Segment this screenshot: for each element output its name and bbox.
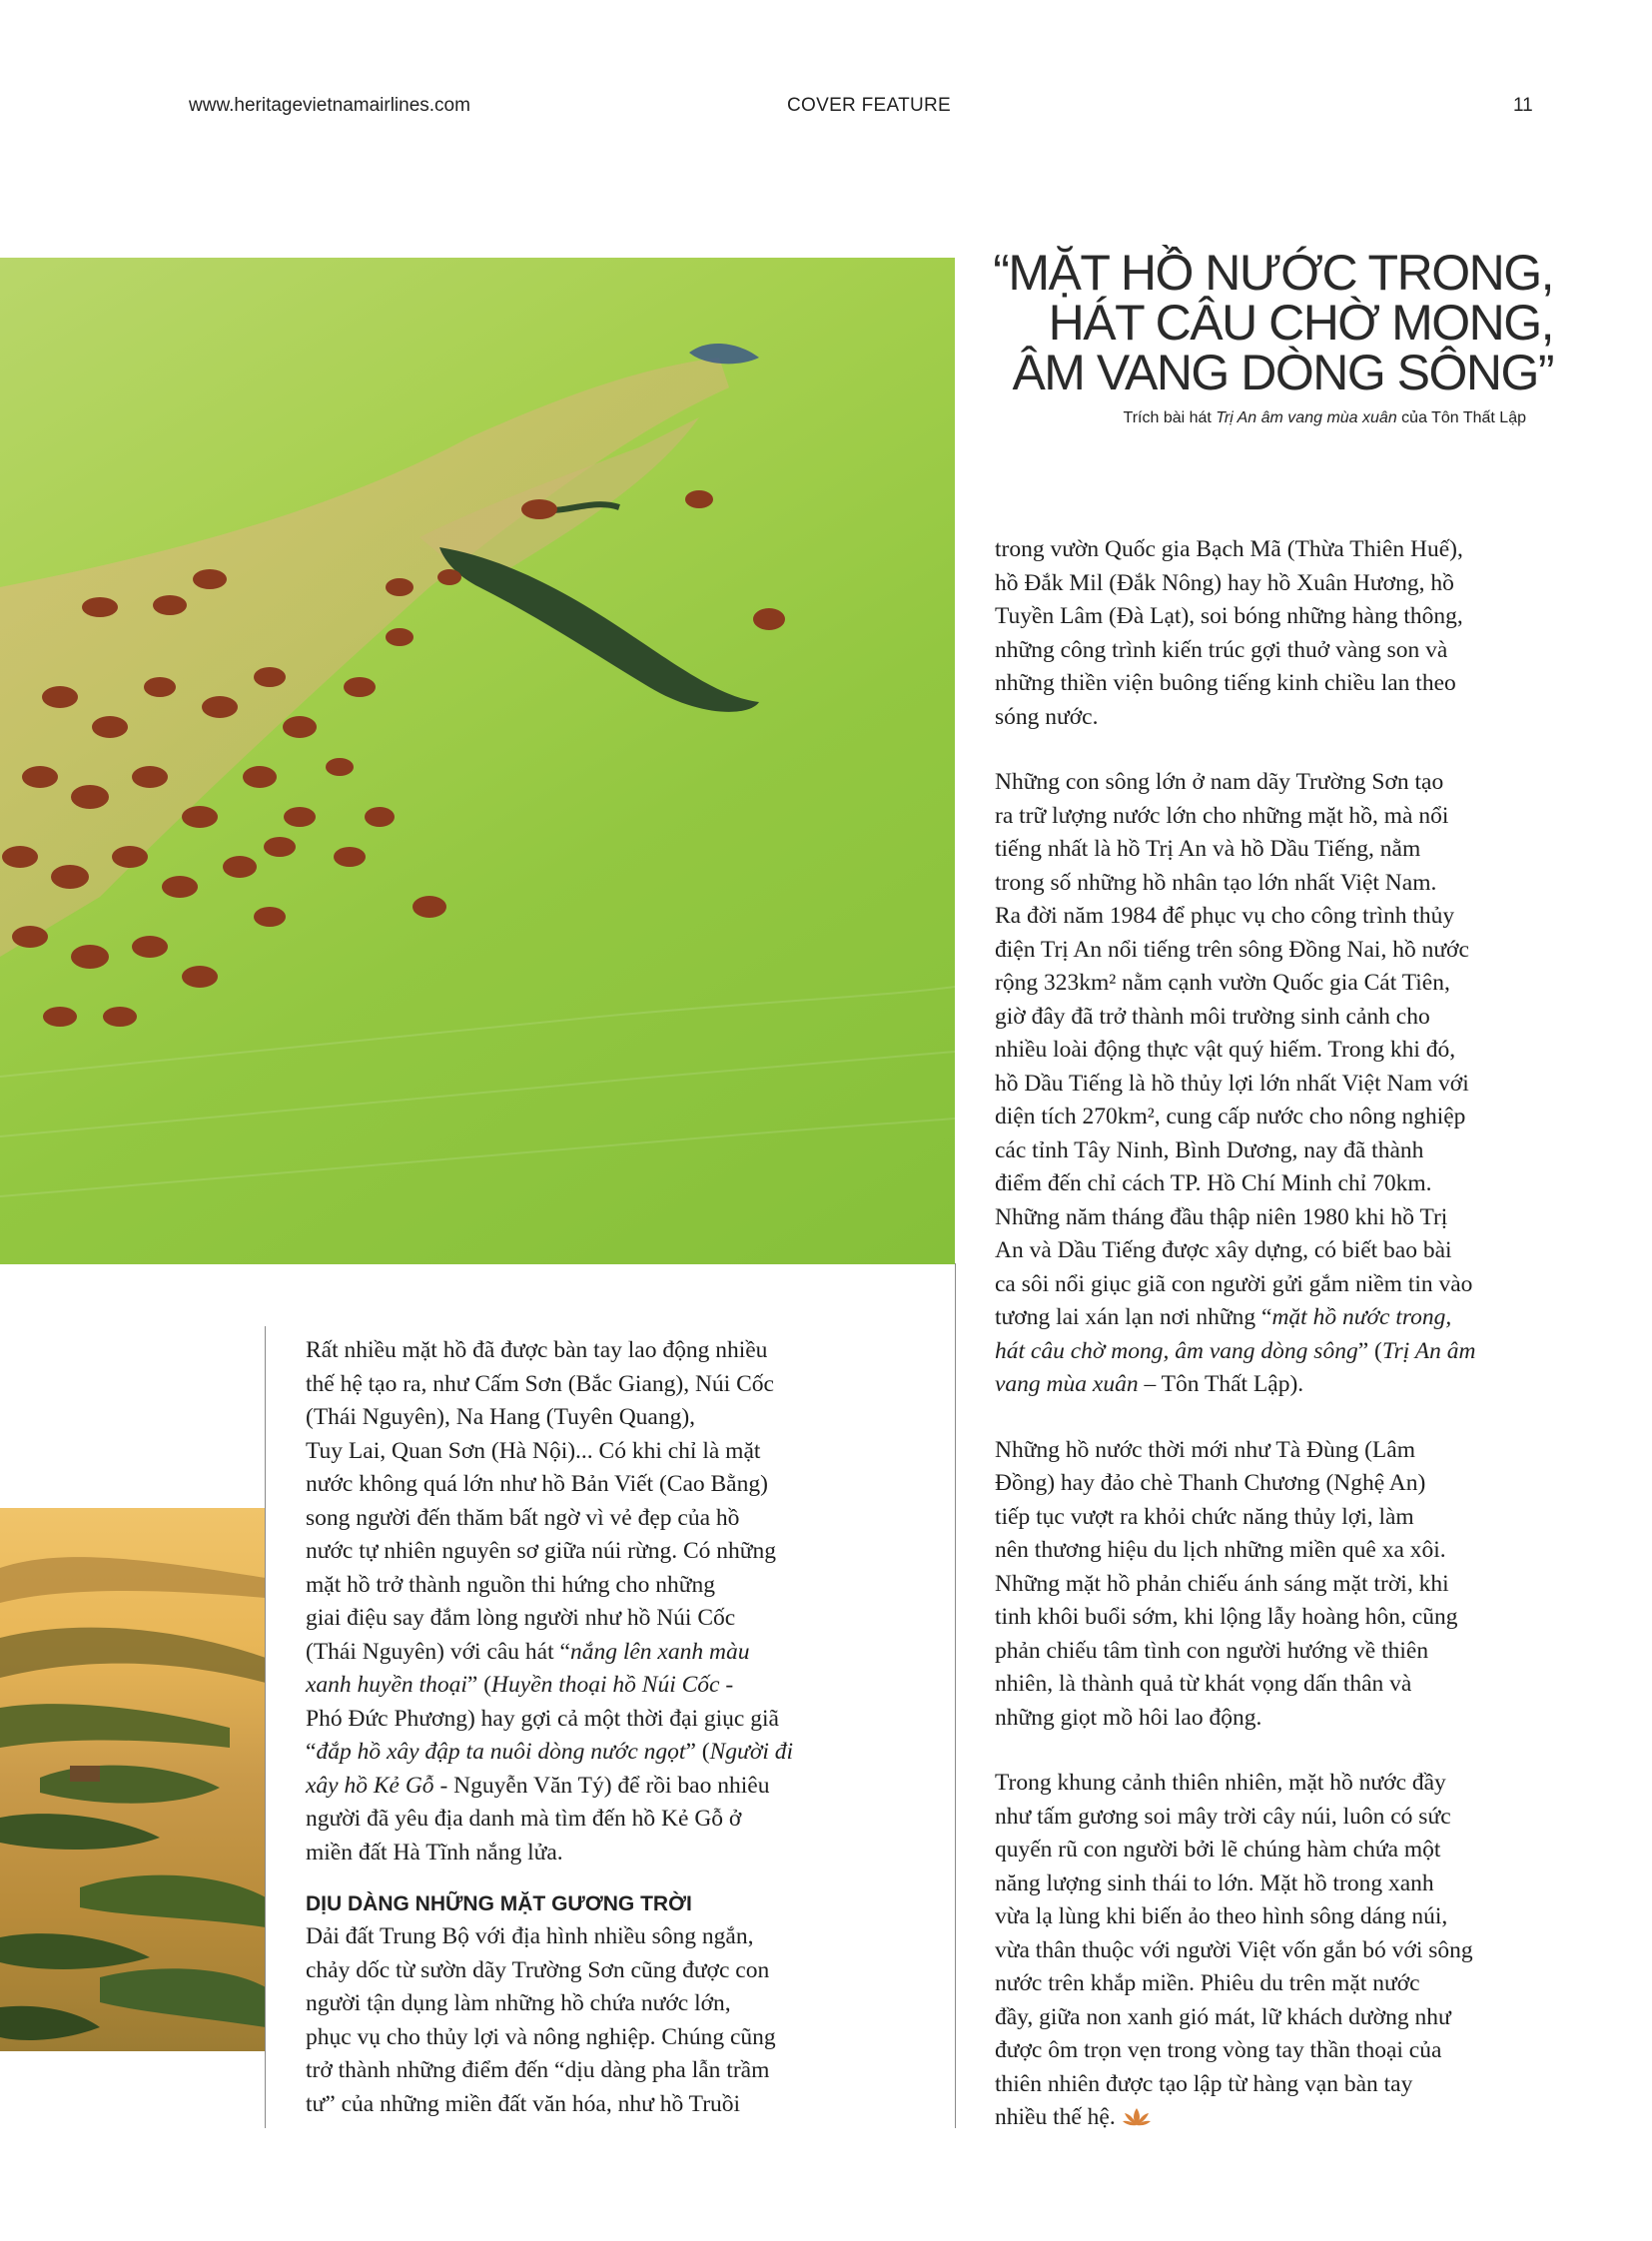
text-line [995,934,1475,968]
text-segment: miền đất Hà Tĩnh nắng lửa. [306,1839,563,1866]
italic-text: nắng lên xanh màu [569,1638,750,1665]
text-segment: điện Trị An nổi tiếng trên sông Đồng Nai, hồ nước [995,936,1469,963]
section-label: COVER FEATURE [787,95,952,116]
text-segment: trong vườn Quốc gia Bạch Mã (Thừa Thiên Huế), [995,536,1463,562]
text-line [995,701,1475,735]
left-text-column [306,1334,793,2121]
text-segment: - Nguyễn Văn Tý) để rồi bao nhiêu [433,1772,770,1799]
text-line [306,2021,793,2055]
text-segment: trở thành những điểm đến “dịu dàng pha lẫn trầm [306,2057,770,2083]
text-segment: Những hồ nước thời mới như Tà Đùng (Lâm [995,1436,1415,1463]
text-segment: tư” của những miền đất văn hóa, như hồ Truồi [306,2090,741,2117]
text-segment: người tận dụng làm những hồ chứa nước lớn, [306,1990,731,2016]
text-segment: ra trữ lượng nước lớn cho những mặt hồ, mà nổi [995,802,1449,829]
text-line [995,1834,1475,1868]
text-segment: phục vụ cho thủy lợi và nông nghiệp. Chúng cũng [306,2023,776,2050]
text-line [306,1435,793,1469]
text-line [306,1837,793,1870]
text-segment: Tuy Lai, Quan Sơn (Hà Nội)... Có khi chỉ là mặt [306,1437,761,1464]
pull-quote-caption [1124,409,1526,427]
italic-text: xây hồ Kẻ Gỗ [306,1772,434,1799]
text-line [306,2054,793,2088]
site-url: www.heritagevietnamairlines.com [189,95,470,116]
right-paragraph-2 [995,766,1475,1402]
italic-text: Huyền thoại hồ Núi Cốc [491,1672,720,1698]
text-segment: - [719,1672,734,1698]
text-line [995,1167,1475,1201]
text-segment: quyến rũ con người bởi lẽ chúng hàm chứa một [995,1837,1441,1863]
caption-suffix: của Tôn Thất Lập [1396,409,1526,426]
text-line [995,1134,1475,1168]
text-line [995,1767,1475,1801]
text-line [995,800,1475,834]
right-paragraph-1 [995,533,1475,734]
italic-text: mặt hồ nước trong, [1271,1304,1452,1330]
italic-text: đắp hồ xây đập ta nuôi dòng nước ngọt [316,1739,686,1765]
text-segment: năng lượng sinh thái to lớn. Mặt hồ trong xanh [995,1869,1434,1896]
text-line [995,2034,1475,2068]
text-line [995,1868,1475,1901]
caption-prefix: Trích bài hát [1123,409,1217,426]
text-segment: nhiên, là thành quả từ khát vọng dấn thân và [995,1671,1412,1697]
italic-text: vang mùa xuân [995,1371,1139,1397]
text-segment: Những con sông lớn ở nam dãy Trường Sơn tạo [995,769,1444,795]
text-segment: Dải đất Trung Bộ với địa hình nhiều sông ngắn, [306,1923,754,1949]
text-segment: giờ đây đã trở thành môi trường sinh cảnh cho [995,1003,1430,1030]
text-segment: nhiều loài động thực vật quý hiếm. Trong khi đó, [995,1037,1456,1063]
text-line [995,1702,1475,1736]
text-line [306,1736,793,1770]
text-segment: được ôm trọn vẹn trong vòng tay thần thoại của [995,2037,1442,2063]
text-segment: nhiều thế hệ. [995,2104,1116,2130]
italic-text: xanh huyền thoại [306,1672,467,1698]
text-segment: sóng nước. [995,703,1099,730]
text-segment: vừa lạ lùng khi biến ảo theo hình sông dáng núi, [995,1903,1448,1929]
text-line [995,1668,1475,1702]
text-segment: Đồng) hay đảo chè Thanh Chương (Nghệ An) [995,1470,1426,1496]
text-line [995,833,1475,867]
text-line [995,600,1475,634]
text-line [995,1068,1475,1102]
text-line [995,2068,1475,2102]
left-paragraph-2 [306,1920,793,2121]
text-segment: diện tích 270km², cung cấp nước cho nông nghiệp [995,1104,1466,1129]
text-segment: (Thái Nguyên) với câu hát “ [306,1638,570,1665]
text-segment: ” ( [466,1672,491,1698]
text-segment: người đã yêu địa danh mà tìm đến hồ Kẻ Gỗ ở [306,1806,742,1832]
caption-song-title: Trị An âm vang mùa xuân [1216,409,1397,426]
text-segment: tiếng nhất là hồ Trị An và hồ Dầu Tiếng, nằm [995,836,1421,862]
left-paragraph-1 [306,1334,793,1869]
text-line [306,1468,793,1502]
text-segment: song người đến thăm bất ngờ vì vẻ đẹp của hồ [306,1504,740,1531]
text-segment: Rất nhiều mặt hồ đã được bàn tay lao động nhiều [306,1337,768,1363]
text-segment: ” ( [685,1739,710,1765]
text-line [995,1268,1475,1302]
text-line [306,1502,793,1536]
text-line [995,1368,1475,1402]
pull-quote: “MẶT HỒ NƯỚC TRONG, HÁT CÂU CHỜ MONG, ÂM VANG DÒNG SÔNG” [993,245,1553,400]
text-segment: rộng 323km² nằm cạnh vườn Quốc gia Cát Tiên, [995,970,1450,996]
text-segment: (Thái Nguyên), Na Hang (Tuyên Quang), [306,1404,696,1430]
text-segment: chảy dốc từ sườn dãy Trường Sơn cũng được con [306,1956,770,1983]
text-line [995,1967,1475,2001]
text-line [306,1987,793,2021]
text-line [995,1034,1475,1068]
text-segment: – Tôn Thất Lập). [1138,1371,1304,1397]
text-segment: trong số những hồ nhân tạo lớn nhất Việt Nam. [995,869,1437,896]
text-line [995,1201,1475,1235]
aerial-photo-cattle-on-lake [0,258,955,1264]
text-line [306,1803,793,1837]
text-line [995,1635,1475,1669]
text-line [306,1401,793,1435]
text-line [995,967,1475,1001]
text-segment: điểm đến chỉ cách TP. Hồ Chí Minh chỉ 70km. [995,1170,1432,1196]
text-line [306,1602,793,1636]
text-line [306,1569,793,1603]
text-line [995,1534,1475,1568]
column-rule-right [955,1263,956,2128]
text-segment: những thiền viện buông tiếng kinh chiều lan theo [995,670,1456,696]
text-segment: Ra đời năm 1984 để phục vụ cho công trình thủy [995,903,1455,929]
text-segment: Trong khung cảnh thiên nhiên, mặt hồ nước đầy [995,1770,1446,1796]
text-segment: mặt hồ trở thành nguồn thi hứng cho những [306,1571,715,1598]
text-segment: Những năm tháng đầu thập niên 1980 khi hồ Trị [995,1203,1448,1230]
italic-text: Người đi [709,1739,794,1765]
text-segment: thế hệ tạo ra, như Cấm Sơn (Bắc Giang), Núi Cốc [306,1370,774,1397]
text-segment: như tấm gương soi mây trời cây núi, luôn có sức [995,1803,1451,1830]
text-line [995,2101,1475,2135]
text-line [306,1920,793,1954]
text-line [995,1301,1475,1335]
text-line [995,1900,1475,1934]
text-line [306,1636,793,1670]
text-line [995,1467,1475,1501]
text-line [306,2088,793,2122]
text-line [306,1703,793,1737]
text-segment: các tỉnh Tây Ninh, Bình Dương, nay đã thành [995,1136,1424,1163]
text-line [995,667,1475,701]
text-line [306,1770,793,1804]
text-segment: ca sôi nổi giục giã con người gửi gắm niềm tin vào [995,1270,1473,1297]
right-text-column [995,533,1475,2135]
text-segment: tương lai xán lạn nơi những “ [995,1304,1272,1330]
text-line [306,1535,793,1569]
text-line [995,1001,1475,1035]
text-line [995,1434,1475,1468]
text-segment: “ [306,1739,317,1765]
text-segment: nước tự nhiên nguyên sơ giữa núi rừng. Có những [306,1538,777,1564]
text-segment: những giọt mồ hôi lao động. [995,1704,1262,1731]
section-subheading: DỊU DÀNG NHỮNG MẶT GƯƠNG TRỜI [306,1892,692,1915]
text-segment: Phó Đức Phương) hay gợi cả một thời đại giục giã [306,1705,779,1732]
right-paragraph-3 [995,1434,1475,1736]
text-line [995,900,1475,934]
text-line [995,766,1475,800]
column-rule-left [265,1326,266,2128]
text-line [995,1501,1475,1535]
text-segment: những công trình kiến trúc gợi thuở vàng son và [995,636,1448,663]
page-number: 11 [1513,95,1533,116]
text-line [995,867,1475,901]
text-line [995,634,1475,668]
text-line [306,1334,793,1368]
text-segment: nước không quá lớn như hồ Bản Viết (Cao Bằng) [306,1471,768,1497]
text-segment: nước trên khắp miền. Phiêu du trên mặt nước [995,1970,1420,1996]
text-segment: nên thương hiệu du lịch những miền quê xa xôi. [995,1537,1446,1563]
italic-text: hát câu chờ mong, âm vang dòng sông [995,1337,1358,1364]
text-line [995,1934,1475,1968]
lotus-end-mark-icon [1122,2106,1152,2128]
text-line [995,1101,1475,1134]
text-line [995,533,1475,567]
text-line [306,1954,793,1988]
text-segment: An và Dầu Tiếng được xây dựng, có biết bao bài [995,1237,1452,1263]
text-line [995,1601,1475,1635]
text-segment: vừa thân thuộc với người Việt vốn gắn bó với sông [995,1936,1473,1963]
text-segment: hồ Dầu Tiếng là hồ thủy lợi lớn nhất Việt Nam với [995,1070,1469,1097]
text-segment: Những mặt hồ phản chiếu ánh sáng mặt trời, khi [995,1570,1449,1597]
text-line [995,1801,1475,1835]
text-segment: đầy, giữa non xanh gió mát, lữ khách dường như [995,2003,1451,2030]
text-segment: tiếp tục vượt ra khỏi chức năng thủy lợi, làm [995,1503,1414,1530]
text-line [995,1335,1475,1369]
text-segment: thiên nhiên được tạo lập từ hàng vạn bàn tay [995,2070,1413,2097]
text-segment: phản chiếu tâm tình con người hướng về thiên [995,1637,1429,1664]
text-line [306,1669,793,1703]
right-paragraph-4 [995,1767,1475,2135]
text-line [995,1568,1475,1602]
text-line [995,1234,1475,1268]
text-line [995,567,1475,601]
text-line [306,1368,793,1402]
text-segment: ” ( [1357,1337,1382,1364]
photo-lake-islands-sunset [0,1508,266,2051]
text-segment: Tuyền Lâm (Đà Lạt), soi bóng những hàng thông, [995,603,1463,629]
text-segment: giai điệu say đắm lòng người như hồ Núi Cốc [306,1605,736,1631]
text-segment: hồ Đắk Mil (Đắk Nông) hay hồ Xuân Hương, hồ [995,569,1454,596]
text-line [995,2001,1475,2035]
italic-text: Trị An âm [1381,1337,1476,1364]
text-segment: tinh khôi buổi sớm, khi lộng lẫy hoàng hôn, cũng [995,1604,1458,1630]
